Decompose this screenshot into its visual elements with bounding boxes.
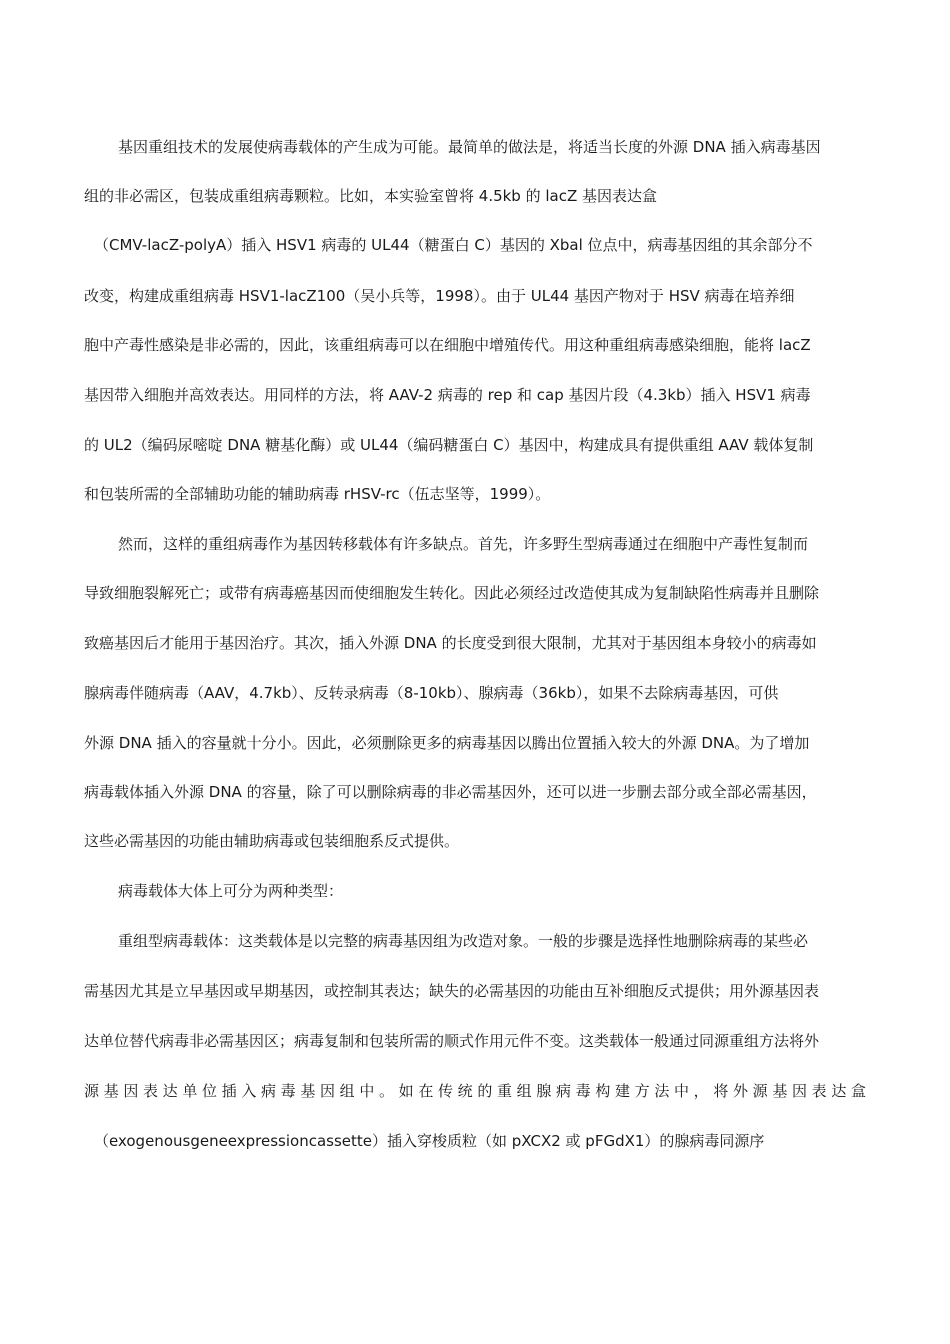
paragraph-1-line-5: 胞中产毒性感染是非必需的，因此，该重组病毒可以在细胞中增殖传代。用这种重组病毒感染细胞，能将 lacZ [84, 336, 811, 354]
paragraph-1-line-3: （CMV-lacZ-polyA）插入 HSV1 病毒的 UL44（糖蛋白 C）基因的 Xbal 位点中，病毒基因组的其余部分不 [94, 236, 813, 254]
paragraph-2-line-4: 腺病毒伴随病毒（AAV，4.7kb）、反转录病毒（8-10kb）、腺病毒（36kb），如果不去除病毒基因，可供 [84, 684, 779, 702]
paragraph-1-line-1: 基因重组技术的发展使病毒载体的产生成为可能。最简单的做法是，将适当长度的外源 DNA 插入病毒基因 [118, 138, 821, 156]
paragraph-2-line-6: 病毒载体插入外源 DNA 的容量，除了可以删除病毒的非必需基因外，还可以进一步删去部分或全部必需基因， [84, 783, 817, 801]
paragraph-2-line-7: 这些必需基因的功能由辅助病毒或包装细胞系反式提供。 [84, 832, 460, 850]
paragraph-4-line-4: 源基因表达单位插入病毒基因组中。如在传统的重组腺病毒构建方法中，将外源基因表达盒 [84, 1082, 866, 1100]
paragraph-4-line-5: （exogenousgeneexpressioncassette）插入穿梭质粒（如 pXCX2 或 pFGdX1）的腺病毒同源序 [94, 1132, 765, 1150]
paragraph-4-line-1: 重组型病毒载体：这类载体是以完整的病毒基因组为改造对象。一般的步骤是选择性地删除病毒的某些必 [118, 932, 809, 950]
paragraph-4-line-2: 需基因尤其是立早基因或早期基因，或控制其表达；缺失的必需基因的功能由互补细胞反式提供；用外源基因表 [84, 982, 820, 1000]
paragraph-2-line-3: 致癌基因后才能用于基因治疗。其次，插入外源 DNA 的长度受到很大限制，尤其对于基因组本身较小的病毒如 [84, 634, 817, 652]
paragraph-2-line-2: 导致细胞裂解死亡；或带有病毒癌基因而使细胞发生转化。因此必须经过改造使其成为复制缺陷性病毒并且删除 [84, 584, 820, 602]
paragraph-4-line-3: 达单位替代病毒非必需基因区；病毒复制和包装所需的顺式作用元件不变。这类载体一般通过同源重组方法将外 [84, 1032, 820, 1050]
paragraph-2-line-5: 外源 DNA 插入的容量就十分小。因此，必须删除更多的病毒基因以腾出位置插入较大的外源 DNA。为了增加 [84, 734, 810, 752]
paragraph-1-line-4: 改变，构建成重组病毒 HSV1-lacZ100（吴小兵等，1998）。由于 UL44 基因产物对于 HSV 病毒在培养细 [84, 287, 795, 305]
paragraph-3-line-1: 病毒载体大体上可分为两种类型： [118, 882, 344, 900]
paragraph-2-line-1: 然而，这样的重组病毒作为基因转移载体有许多缺点。首先，许多野生型病毒通过在细胞中产毒性复制而 [118, 535, 809, 553]
paragraph-1-line-6: 基因带入细胞并高效表达。用同样的方法，将 AAV-2 病毒的 rep 和 cap 基因片段（4.3kb）插入 HSV1 病毒 [84, 386, 811, 404]
paragraph-1-line-2: 组的非必需区，包装成重组病毒颗粒。比如，本实验室曾将 4.5kb 的 lacZ 基因表达盒 [84, 187, 658, 205]
paragraph-1-line-7: 的 UL2（编码尿嘧啶 DNA 糖基化酶）或 UL44（编码糖蛋白 C）基因中，构建成具有提供重组 AAV 载体复制 [84, 436, 814, 454]
paragraph-1-line-8: 和包装所需的全部辅助功能的辅助病毒 rHSV-rc（伍志坚等，1999）。 [84, 485, 551, 503]
